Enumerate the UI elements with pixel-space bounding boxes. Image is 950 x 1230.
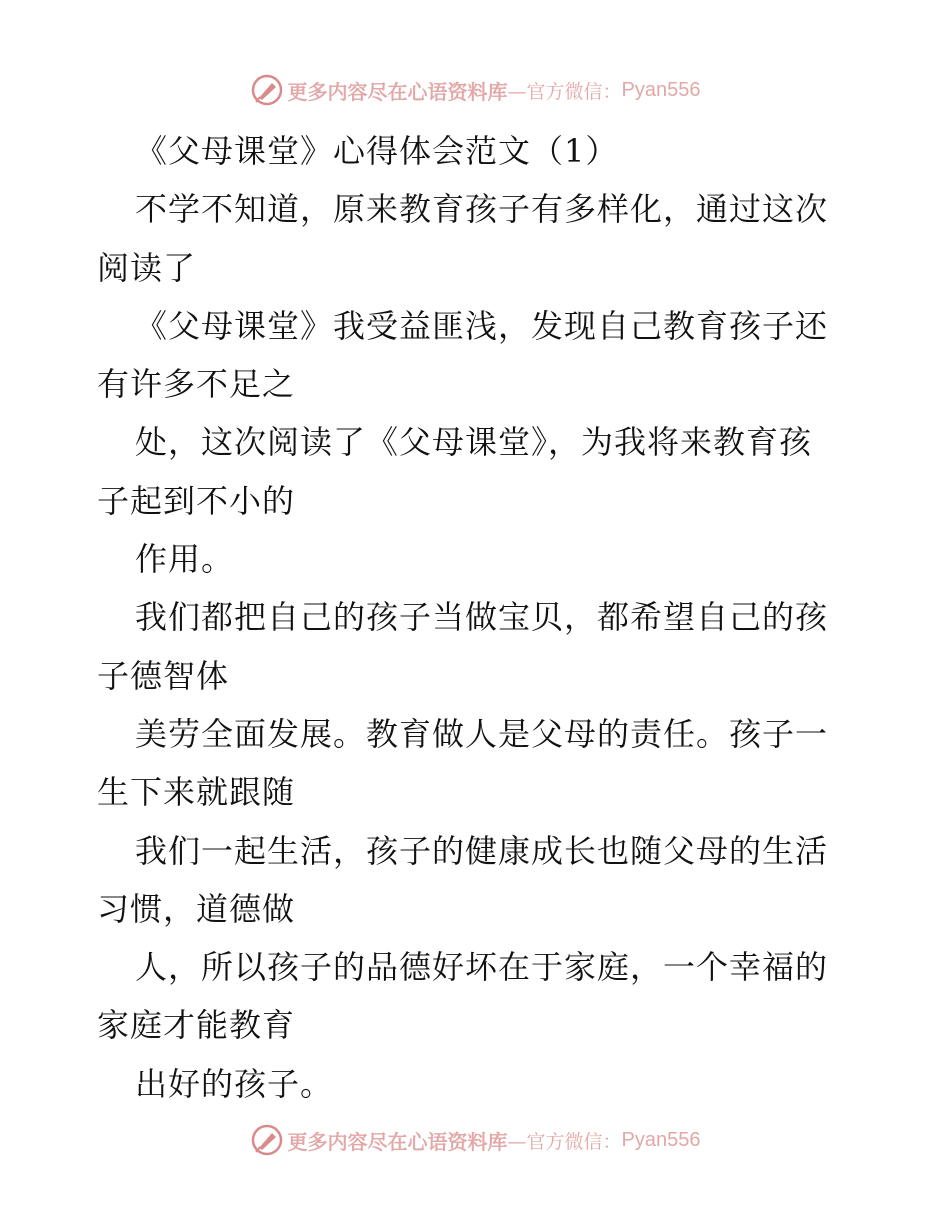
paragraph-line: 美劳全面发展。教育做人是父母的责任。孩子一 (135, 714, 829, 753)
banner-dash-text: —官方微信： (507, 80, 622, 103)
paragraph-line: 不学不知道，原来教育孩子有多样化，通过这次 (135, 190, 829, 229)
paragraph-line: 子起到不小的 (97, 481, 296, 520)
pen-nib-logo-icon (250, 73, 284, 107)
document-title: 《父母课堂》心得体会范文（1） (135, 132, 619, 170)
paragraph-line: 处，这次阅读了《父母课堂》，为我将来教育孩 (135, 423, 813, 462)
paragraph-line: 生下来就跟随 (97, 773, 296, 812)
banner-wechat-id: Pyan556 (621, 78, 701, 101)
paragraph-line: 家庭才能教育 (97, 1006, 296, 1045)
paragraph-line: 作用。 (135, 540, 235, 579)
paragraph-line: 有许多不足之 (97, 365, 296, 404)
paragraph-line: 人，所以孩子的品德好坏在于家庭，一个幸福的 (135, 948, 829, 987)
banner-wechat-id: Pyan556 (621, 1128, 701, 1151)
paragraph-line: 阅读了 (97, 248, 197, 287)
banner-main-text: 更多内容尽在心语资料库 (287, 1129, 508, 1154)
paragraph-line: 我们一起生活，孩子的健康成长也随父母的生活 (135, 831, 829, 870)
header-watermark-banner (0, 70, 950, 110)
banner-dash-text: —官方微信： (507, 1130, 622, 1153)
footer-watermark-banner (0, 1120, 950, 1160)
paragraph-line: 我们都把自己的孩子当做宝贝，都希望自己的孩 (135, 598, 829, 637)
pen-nib-logo-icon (250, 1123, 284, 1157)
banner-main-text: 更多内容尽在心语资料库 (287, 79, 508, 104)
paragraph-line: 子德智体 (97, 656, 230, 695)
paragraph-line: 出好的孩子。 (135, 1064, 334, 1103)
document-body (97, 122, 857, 1113)
paragraph-line: 习惯，道德做 (97, 889, 296, 928)
paragraph-line: 《父母课堂》我受益匪浅，发现自己教育孩子还 (135, 306, 829, 345)
